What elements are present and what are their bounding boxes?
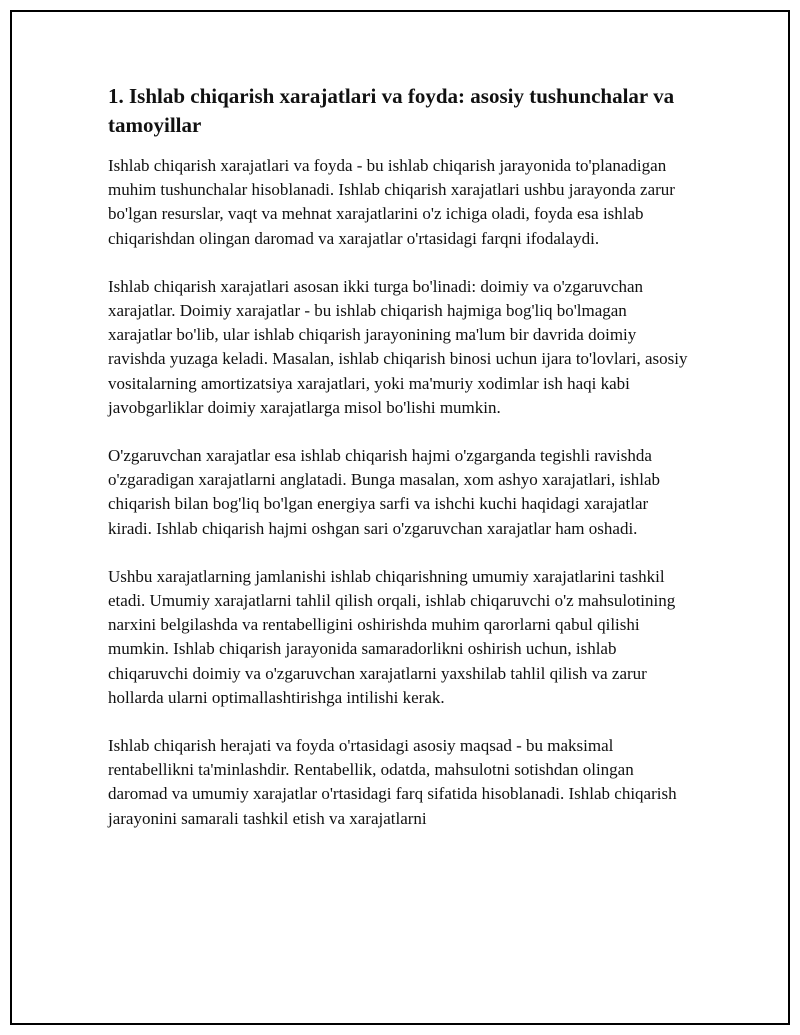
- paragraph-1: Ishlab chiqarish xarajatlari va foyda - bu ishlab chiqarish jarayonida to'planadigan muhim tushunchalar hisoblanadi. Ishlab chiqarish xarajatlari ushbu jarayonda zarur bo'lgan resurslar, vaqt va mehnat xarajatlarini o'z ichiga oladi, foyda esa ishlab chiqarishdan olingan daromad va xarajatlar o'rtasidagi farqni ifodalaydi.: [108, 156, 675, 248]
- paragraph-4: Ushbu xarajatlarning jamlanishi ishlab chiqarishning umumiy xarajatlarini tashkil etadi. Umumiy xarajatlarni tahlil qilish orqali, ishlab chiqaruvchi o'z mahsulotining narxini belgilashda va rentabelligini oshirishda muhim qarorlarni qabul qilishi mumkin. Ishlab chiqarish jarayonida samaradorlikni oshirish uchun, ishlab chiqaruvchi doimiy va o'zgaruvchan xarajatlarni yaxshilab tahlil qilish va zarur hollarda ularni optimallashtirishga intilishi kerak.: [108, 566, 676, 707]
- paragraph-2: Ishlab chiqarish xarajatlari asosan ikki turga bo'linadi: doimiy va o'zgaruvchan xarajatlar. Doimiy xarajatlar - bu ishlab chiqarish hajmiga bog'liq bo'lmagan xarajatlar bo'lib, ular ishlab chiqarish jarayonining ma'lum bir davrida doimiy ravishda yuzaga keladi. Masalan, ishlab chiqarish binosi uchun ijara to'lovlari, asosiy vositalarning amortizatsiya xarajatlari, yoki ma'muriy xodimlar ish haqi kabi javobgarliklar doimiy xarajatlarga misol bo'lishi mumkin.: [108, 276, 688, 417]
- paragraph-5: Ishlab chiqarish herajati va foyda o'rtasidagi asosiy maqsad - bu maksimal rentabellikni ta'minlashdir. Rentabellik, odatda, mahsulotni sotishdan olingan daromad va umumiy xarajatlar o'rtasidagi farq sifatida hisoblanadi. Ishlab chiqarish jarayonini samarali tashkil etish va xarajatlarni: [108, 736, 677, 828]
- section-title: 1. Ishlab chiqarish xarajatlari va foyda: asosiy tushunchalar va tamoyillar: [108, 84, 675, 137]
- paragraph-3: O'zgaruvchan xarajatlar esa ishlab chiqarish hajmi o'zgarganda tegishli ravishda o'zgaradigan xarajatlarni anglatadi. Bunga masalan, xom ashyo xarajatlari, ishlab chiqarish bilan bog'liq bo'lgan energiya sarfi va ishchi kuchi haqidagi xarajatlar kiradi. Ishlab chiqarish hajmi oshgan sari o'zgaruvchan xarajatlar ham oshadi.: [108, 446, 661, 538]
- document-body: [108, 82, 688, 855]
